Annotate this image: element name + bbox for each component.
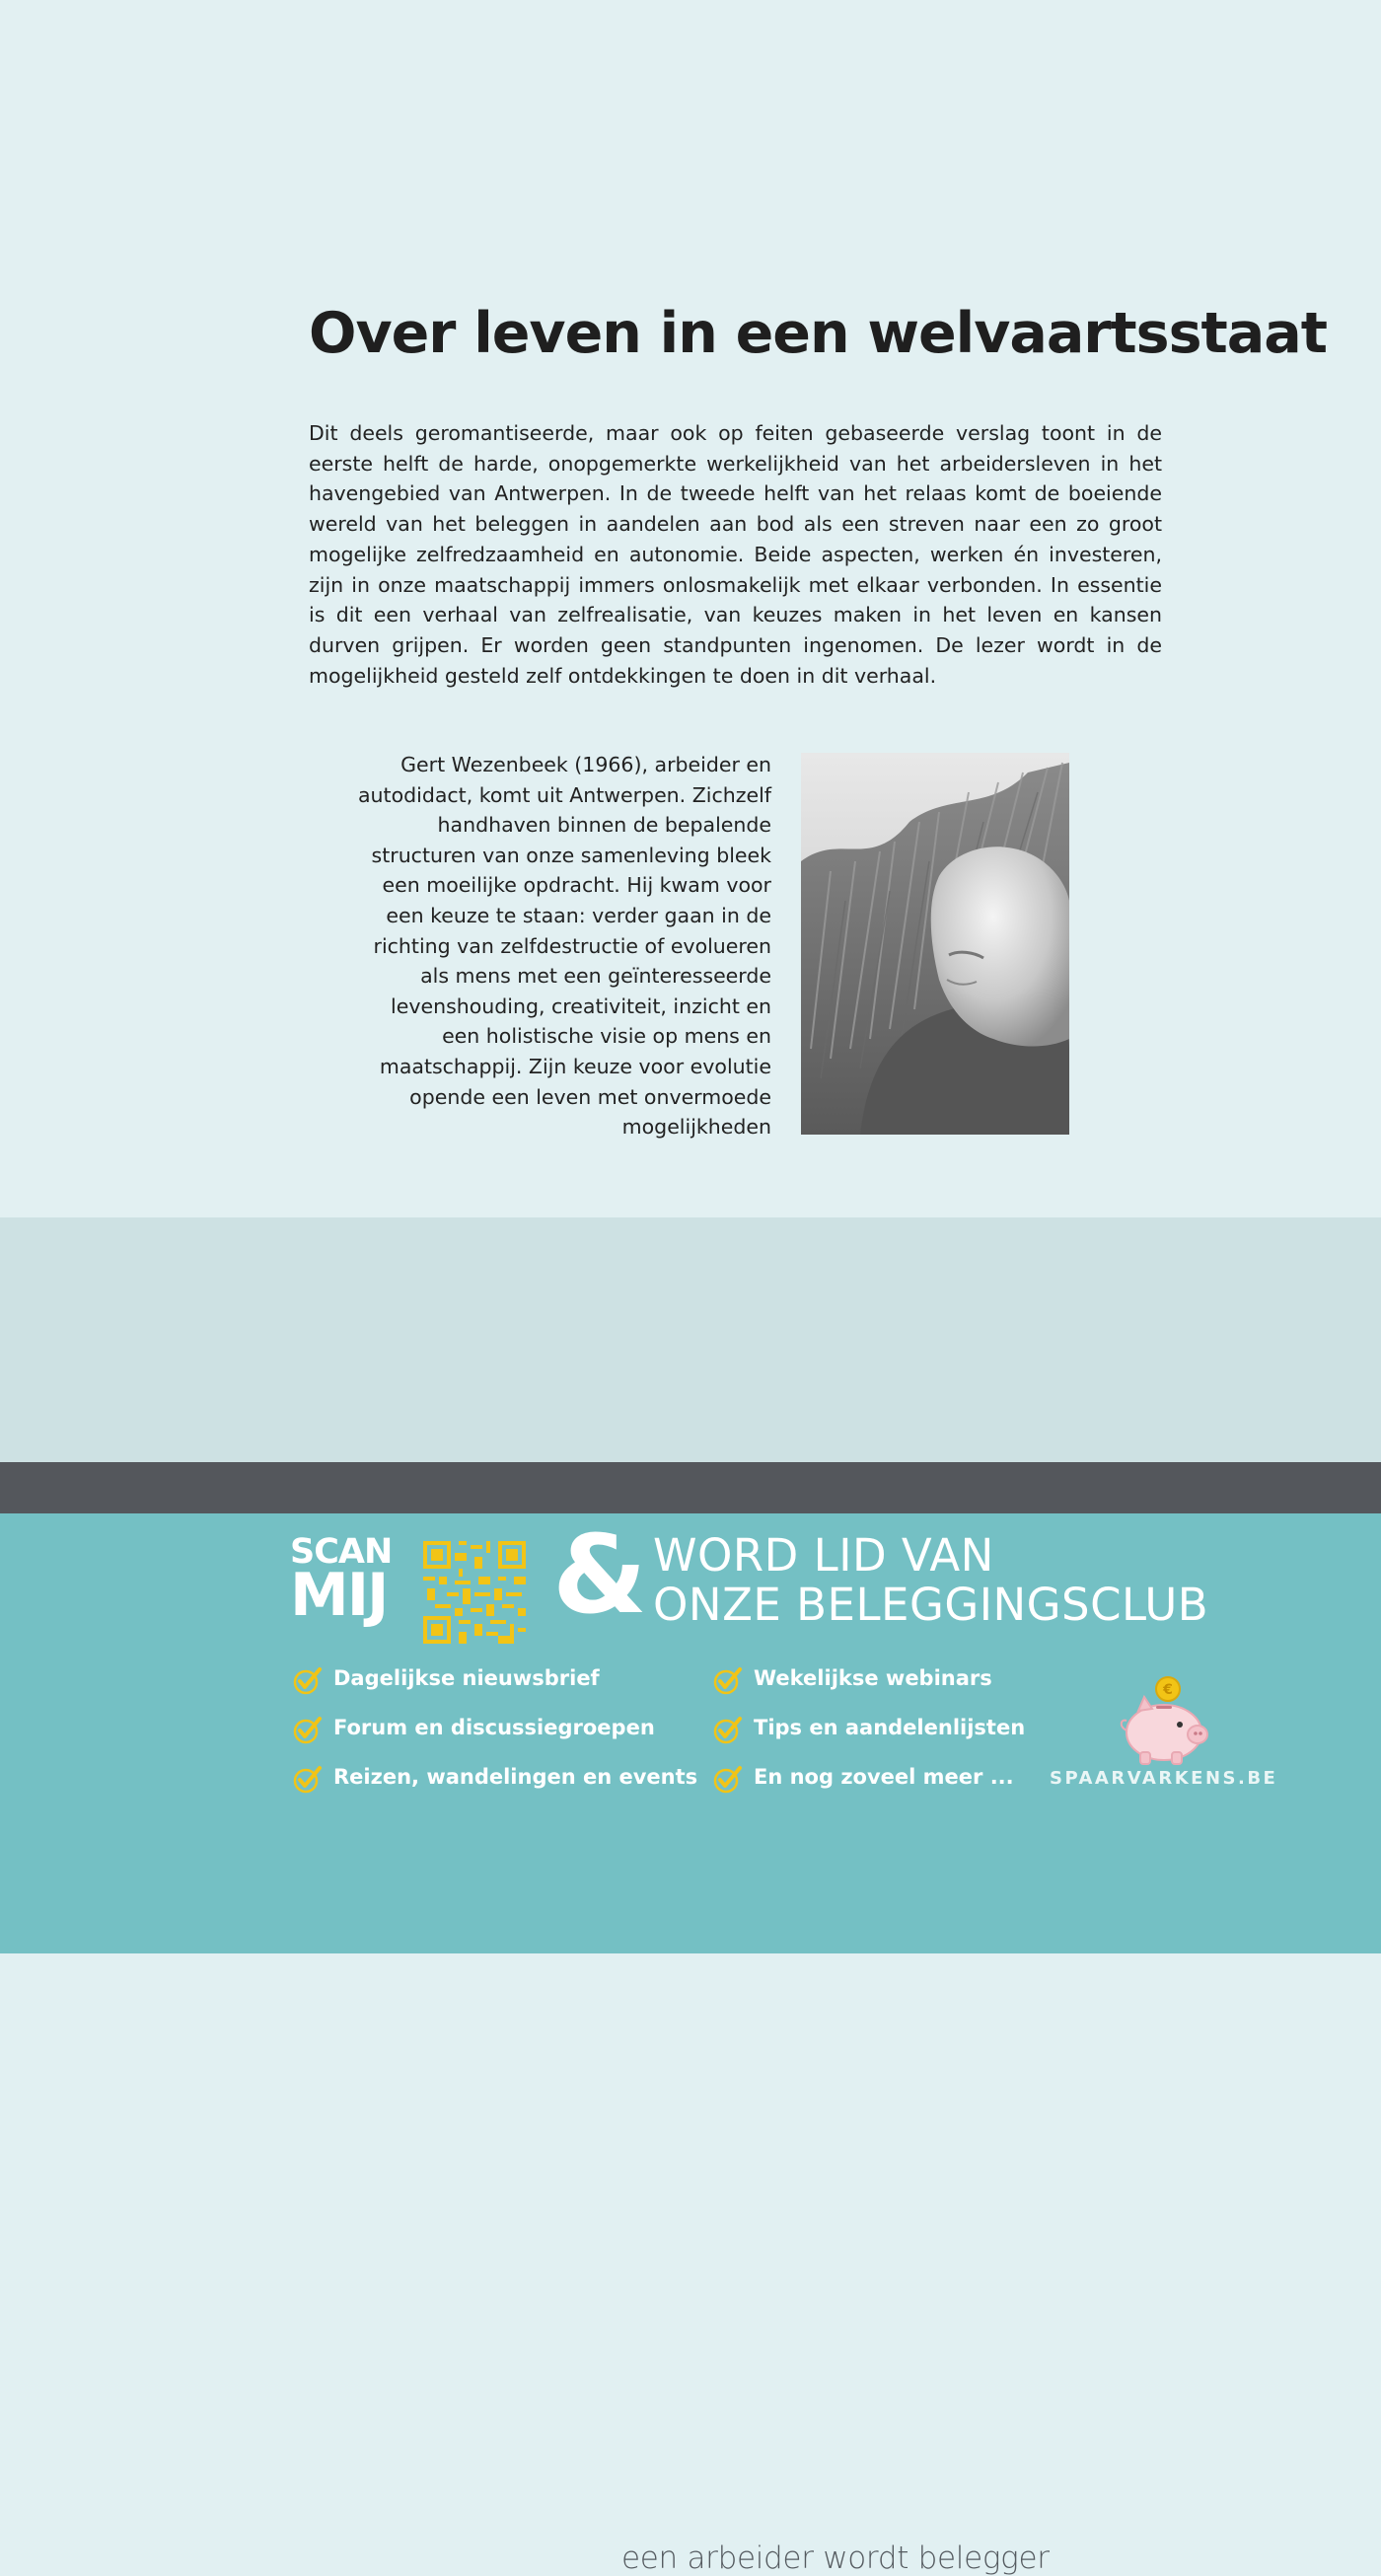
join-line-2: ONZE BELEGGINGSCLUB — [653, 1579, 1209, 1631]
benefit-item — [292, 1663, 697, 1713]
promo-footer — [0, 1513, 1381, 1953]
book-title: Over leven in een welvaartsstaat — [309, 301, 1327, 366]
benefit-label: En nog zoveel meer ... — [754, 1765, 1014, 1789]
checkmark-icon — [712, 1664, 744, 1696]
piggy-bank-icon — [1115, 1675, 1217, 1768]
divider-bar — [0, 1462, 1381, 1513]
author-photo — [801, 753, 1069, 1135]
book-subtitle: een arbeider wordt belegger — [621, 2540, 1050, 2576]
checkmark-icon — [292, 1763, 324, 1795]
checkmark-icon — [292, 1714, 324, 1745]
benefit-label: Wekelijkse webinars — [754, 1666, 992, 1690]
benefit-item — [292, 1762, 697, 1811]
checkmark-icon — [712, 1714, 744, 1745]
benefit-label: Forum en discussiegroepen — [333, 1716, 655, 1739]
author-bio: Gert Wezenbeek (1966), arbeider en autodidact, komt uit Antwerpen. Zichzelf handhaven binnen de bepalende structuren van onze samenleving bleek een moeilijke opdracht. Hij kwam voor een keuze te staan: verder gaan in de richting van zelfdestructie of evolueren als mens met een geïnteresseerde levenshouding, creativiteit, inzicht en een holistische visie op mens en maatschappij. Zijn keuze voor evolutie opende een leven met onvermoede mogelijkheden — [357, 753, 771, 1140]
svg-text:€: € — [1163, 1682, 1173, 1698]
scan-line-2: MIJ — [290, 1561, 388, 1630]
join-club-heading — [653, 1531, 1208, 1630]
benefit-label: Reizen, wandelingen en events — [333, 1765, 698, 1789]
book-blurb: Dit deels geromantiseerde, maar ook op feiten gebaseerde verslag toont in de eerste helft de harde, onopgemerkte werkelijkheid van het arbeidersleven in het havengebied van Antwerpen. In de tweede helft van het relaas komt de boeiende wereld van het beleggen in aandelen aan bod als een streven naar een zo groot mogelijke zelfredzaamheid en autonomie. Beide aspecten, werken én investeren, zijn in onze maatschappij immers onlosmakelijk met elkaar verbonden. In essentie is dit een verhaal van zelfrealisatie, van keuzes maken in het leven en kansen durven grijpen. Er worden geen standpunten ingenomen. De lezer wordt in de mogelijkheid gesteld zelf ontdekkingen te doen in dit verhaal. — [309, 421, 1162, 688]
benefit-label: Tips en aandelenlijsten — [754, 1716, 1026, 1739]
join-line-1: WORD LID VAN — [653, 1529, 994, 1582]
benefit-label: Dagelijkse nieuwsbrief — [333, 1666, 600, 1690]
brand-name[interactable]: SPAARVARKENS.BE — [1050, 1768, 1278, 1789]
checkmark-icon — [292, 1664, 324, 1696]
benefit-item — [292, 1713, 697, 1762]
ampersand: & — [552, 1511, 647, 1638]
benefit-item — [712, 1713, 1025, 1762]
scan-me-label — [290, 1532, 393, 1630]
book-cover-top — [0, 0, 1381, 1217]
scan-line-1: SCAN — [290, 1532, 393, 1572]
benefits-list-left — [292, 1663, 697, 1811]
benefit-item — [712, 1663, 1025, 1713]
benefit-item — [712, 1762, 1025, 1811]
benefits-list-right — [712, 1663, 1025, 1811]
checkmark-icon — [712, 1763, 744, 1795]
qr-code-icon[interactable] — [423, 1541, 526, 1644]
